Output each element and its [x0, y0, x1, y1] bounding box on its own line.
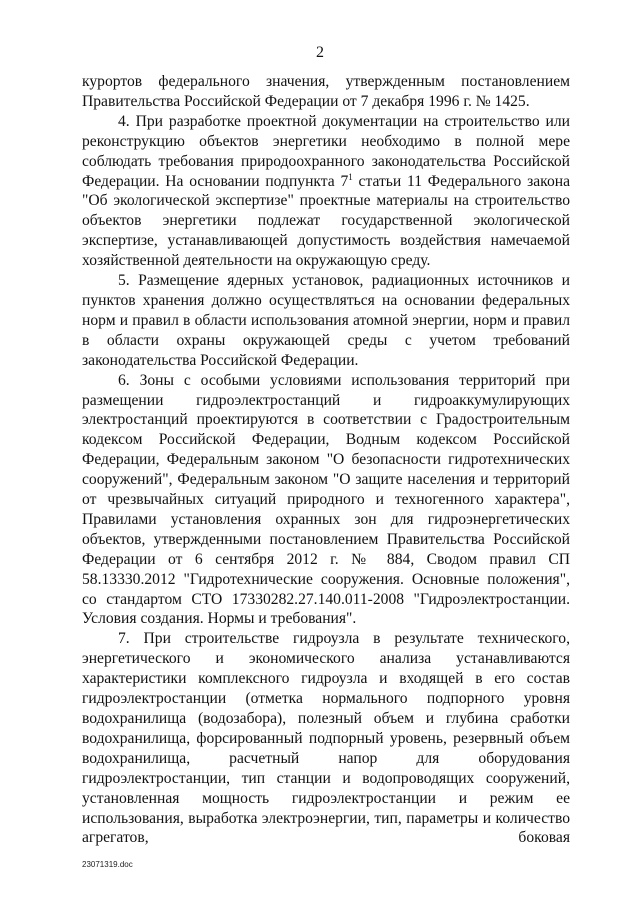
paragraph-continuation: курортов федерального значения, утвержденным постановлением Правительства Российской Федерации от 7 декабря 1996 г. № 1425.: [82, 73, 570, 110]
paragraph-4: [82, 112, 570, 271]
superscript-1: 1: [348, 171, 353, 182]
paragraph-6: 6. Зоны с особыми условиями использования территорий при размещении гидроэлектростанций и гидроаккумулирующих электростанций проектируются в соответствии с Градостроительным кодексом Российской Федерации, Водным кодексом Российской Федерации, Федеральным законом "О безопасности гидротехнических сооружений", Федеральным законом "О защите населения и территорий от чрезвычайных ситуаций природного и техногенного характера", Правилами установления охранных зон для гидроэнергетических объектов, утвержденными постановлением Правительства Российской Федерации от 6 сентября 2012 г. № 884, Сводом правил СП 58.13330.2012 "Гидротехнические сооружения. Основные положения", со стандартом СТО 17330282.27.140.011-2008 "Гидроэлектростанции. Условия создания. Нормы и требования".: [82, 371, 570, 628]
paragraph-4-text-a: 4. При разработке проектной документации на строительство или реконструкцию объектов энергетики необходимо в полной мере соблюдать требования природоохранного законодательства Российской Федерации. На основании подпункта 7: [82, 112, 570, 190]
document-body: [82, 72, 570, 848]
paragraph-7: 7. При строительстве гидроузла в результате технического, энергетического и экономического анализа устанавливаются характеристики комплексного гидроузла и входящей в его состав гидроэлектростанции (отметка нормального подпорного уровня водохранилища (водозабора), полезный объем и глубина сработки водохранилища, форсированный подпорный уровень, резервный объем водохранилища, расчетный напор для оборудования гидроэлектростанции, тип станции и водопроводящих сооружений, установленная мощность гидроэлектростанции и режим ее использования, выработка электроэнергии, тип, параметры и количество агрегатов, боковая: [82, 630, 570, 847]
paragraph-4-text-b: статьи 11 Федерального закона "Об экологической экспертизе" проектные материалы на строительство объектов энергетики подлежат государственной экологической экспертизе, устанавливающей допустимость воздействия намечаемой хозяйственной деятельности на окружающую среду.: [82, 172, 571, 270]
paragraph-5: 5. Размещение ядерных установок, радиационных источников и пунктов хранения должно осуществляться на основании федеральных норм и правил в области использования атомной энергии, норм и правил в области охраны окружающей среды с учетом требований законодательства Российской Федерации.: [82, 272, 570, 369]
page-number: 2: [316, 44, 324, 61]
footer-file-code: 23071319.doc: [82, 860, 133, 869]
